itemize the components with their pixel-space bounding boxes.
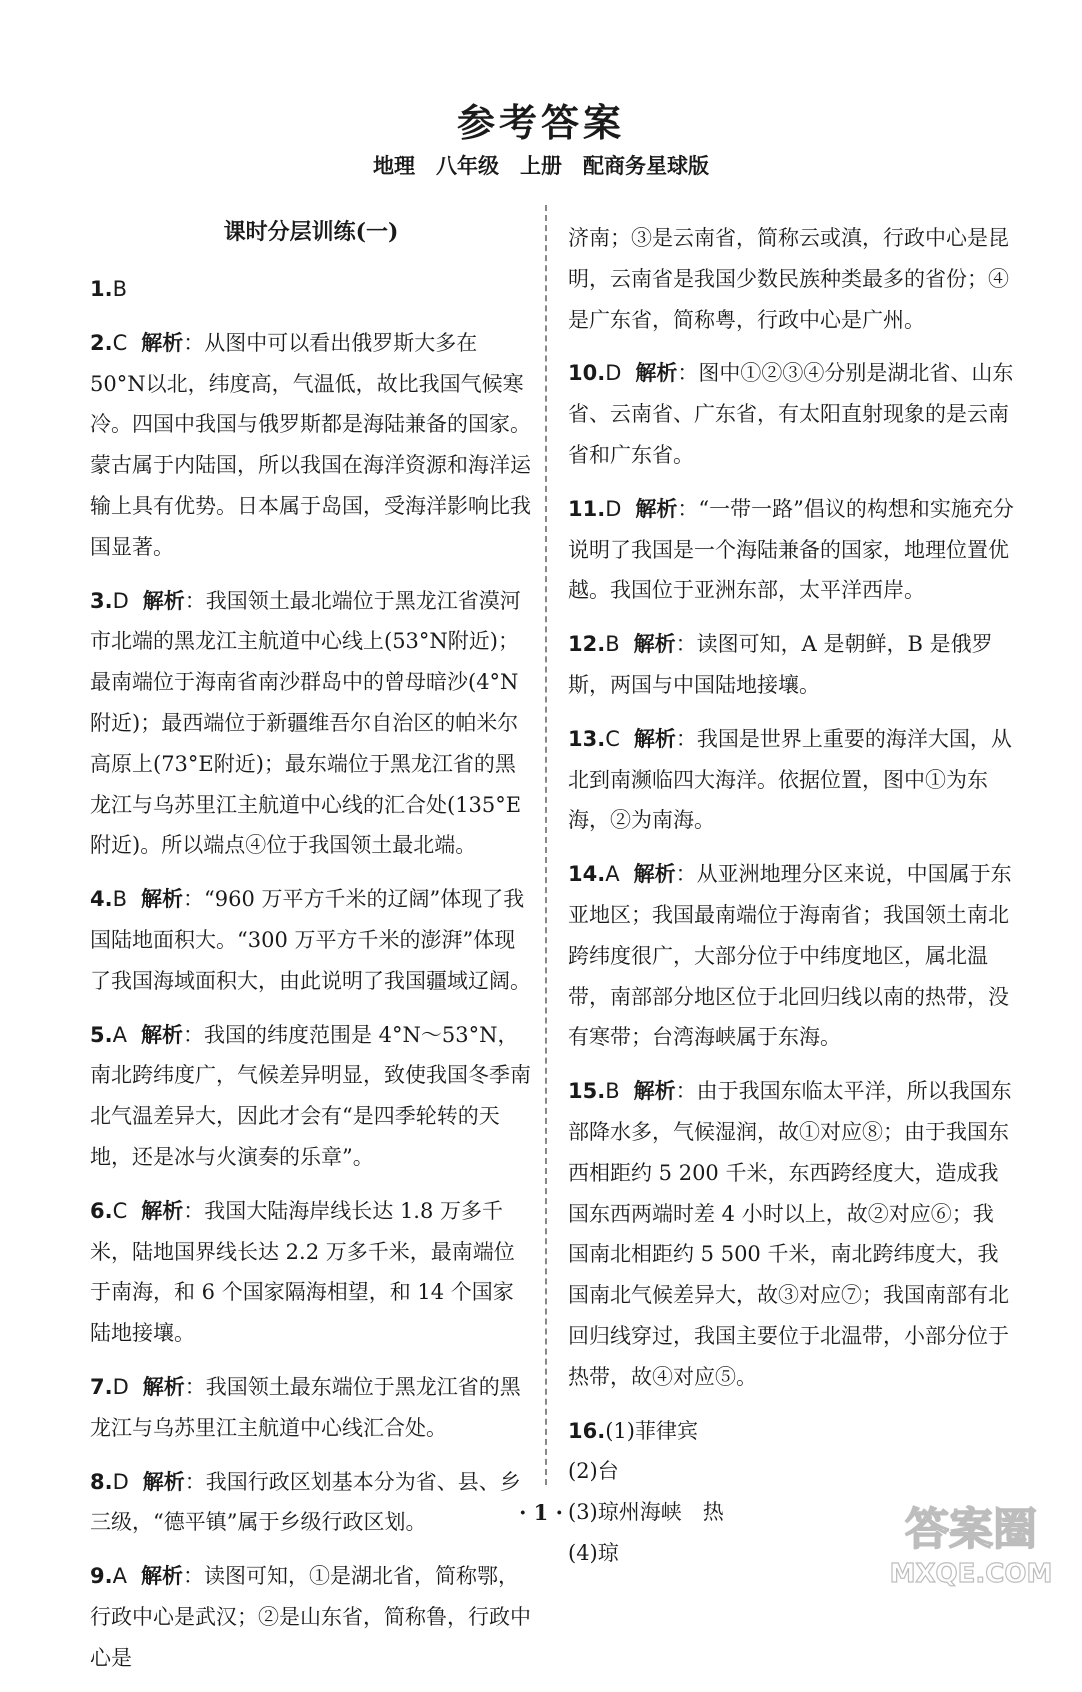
analysis-label: 解析 bbox=[633, 1078, 676, 1104]
analysis-label: 解析 bbox=[141, 329, 184, 355]
analysis-text: ：从亚洲地理分区来说，中国属于东亚地区；我国最南端位于海南省；我国领土南北跨纬度很广，大部分位于中纬度地区，属北温带，南部部分地区位于北回归线以南的热带，没有寒带；台湾海峡属于东海。 bbox=[568, 862, 1012, 1050]
answer-item bbox=[90, 1015, 532, 1178]
answer-number: 12. bbox=[568, 632, 606, 657]
analysis-label: 解析 bbox=[633, 725, 676, 751]
analysis-text: ：由于我国东临太平洋，所以我国东部降水多，气候湿润，故①对应⑧；由于我国东西相距约 5 200 千米，东西跨经度大，造成我国东西两端时差 4 小时以上，故②对应⑥；我国南北相距约 5 500 千米，南北跨纬度大，我国南北气候差异大，故③对应⑦；我国南部有北回归线穿过，我国主要位于北温带，小部分位于热带，故④对应⑤。 bbox=[568, 1079, 1012, 1389]
answer-item bbox=[90, 1367, 532, 1449]
analysis-label: 解析 bbox=[140, 1021, 183, 1047]
answer-number: 5. bbox=[90, 1022, 113, 1047]
answer-number: 16. bbox=[568, 1418, 606, 1443]
analysis-text: ：“960 万平方千米的辽阔”体现了我国陆地面积大。“300 万平方千米的澎湃”体现了我国海域面积大，由此说明了我国疆域辽阔。 bbox=[90, 887, 531, 993]
answer-choice: D bbox=[605, 496, 622, 521]
answer-item bbox=[568, 854, 1014, 1058]
answer-16-part-1: (1)菲律宾 bbox=[605, 1418, 698, 1443]
answer-choice: A bbox=[605, 862, 620, 887]
analysis-text: ：我国领土最东端位于黑龙江省的黑龙江与乌苏里江主航道中心线汇合处。 bbox=[90, 1374, 521, 1440]
analysis-label: 解析 bbox=[635, 360, 678, 386]
svg-text:MXQE.COM: MXQE.COM bbox=[889, 1559, 1053, 1589]
answer-item bbox=[568, 719, 1014, 841]
answer-9-continuation: 济南；③是云南省，简称云或滇，行政中心是昆明，云南省是我国少数民族种类最多的省份；④是广东省，简称粤，行政中心是广州。 bbox=[568, 226, 1009, 332]
left-answer-list bbox=[90, 269, 532, 1679]
answer-number: 9. bbox=[90, 1564, 113, 1589]
analysis-text: ：图中①②③④分别是湖北省、山东省、云南省、广东省，有太阳直射现象的是云南省和广东省。 bbox=[568, 361, 1014, 467]
answer-choice: D bbox=[112, 1374, 129, 1399]
watermark-logo bbox=[886, 1494, 1056, 1590]
analysis-text: ：我国领土最北端位于黑龙江省漠河市北端的黑龙江主航道中心线上(53°N附近)；最南端位于海南省南沙群岛中的曾母暗沙(4°N附近)；最西端位于新疆维吾尔自治区的帕米尔高原上(73°E附近)；最东端位于黑龙江省的黑龙江与乌苏里江主航道中心线的汇合处(135°E附近)。所以端点④位于我国领土最北端。 bbox=[90, 588, 522, 858]
answer-number: 3. bbox=[90, 588, 113, 613]
answer-choice: A bbox=[112, 1564, 127, 1589]
answer-item bbox=[568, 489, 1014, 611]
analysis-label: 解析 bbox=[633, 631, 676, 657]
section-title: 课时分层训练(一) bbox=[223, 219, 399, 245]
answer-number: 1. bbox=[90, 277, 113, 301]
page-number: · 1 · bbox=[519, 1500, 563, 1525]
answer-choice: B bbox=[112, 277, 128, 301]
answer-choice: C bbox=[112, 330, 128, 355]
answer-item bbox=[90, 581, 532, 867]
answer-item bbox=[90, 323, 532, 568]
analysis-label: 解析 bbox=[142, 1468, 185, 1494]
answer-choice: A bbox=[112, 1022, 127, 1047]
answer-number: 7. bbox=[90, 1374, 113, 1399]
analysis-label: 解析 bbox=[142, 1373, 185, 1399]
answer-number: 11. bbox=[568, 496, 606, 521]
answer-number: 13. bbox=[568, 726, 606, 751]
analysis-text: ：读图可知，①是湖北省，简称鄂，行政中心是武汉；②是山东省，简称鲁，行政中心是 bbox=[90, 1564, 531, 1670]
answer-number: 6. bbox=[90, 1198, 113, 1223]
answer-number: 4. bbox=[90, 887, 113, 912]
answer-16-part-3: (3)琼州海峡 热 bbox=[568, 1500, 724, 1525]
answer-item bbox=[90, 1556, 532, 1678]
analysis-text: ：“一带一路”倡议的构想和实施充分说明了我国是一个海陆兼备的国家，地理位置优越。我国位于亚洲东部，太平洋西岸。 bbox=[568, 496, 1014, 603]
analysis-text: ：我国的纬度范围是 4°N～53°N，南北跨纬度广，气候差异明显，致使我国冬季南北气温差异大，因此才会有“是四季轮转的天地，还是冰与火演奏的乐章”。 bbox=[90, 1022, 531, 1169]
analysis-text: ：我国是世界上重要的海洋大国，从北到南濒临四大海洋。依据位置，图中①为东海，②为南海。 bbox=[568, 726, 1012, 833]
analysis-text: ：我国大陆海岸线长达 1.8 万多千米，陆地国界线长达 2.2 万多千米，最南端位于南海，和 6 个国家隔海相望，和 14 个国家陆地接壤。 bbox=[90, 1198, 515, 1346]
answer-choice: B bbox=[605, 1079, 620, 1104]
answer-choice: D bbox=[112, 588, 129, 613]
answer-number: 2. bbox=[90, 330, 113, 355]
analysis-label: 解析 bbox=[140, 1563, 183, 1589]
answer-choice: B bbox=[605, 632, 620, 657]
column-divider bbox=[545, 205, 547, 1485]
answer-choice: C bbox=[112, 1198, 128, 1223]
page-subtitle: 地理 八年级 上册 配商务星球版 bbox=[373, 153, 709, 178]
answer-item bbox=[568, 1071, 1014, 1397]
answer-number: 15. bbox=[568, 1079, 606, 1104]
answer-item bbox=[90, 1191, 532, 1354]
analysis-label: 解析 bbox=[142, 587, 185, 613]
answer-number: 8. bbox=[90, 1469, 113, 1494]
analysis-label: 解析 bbox=[141, 1197, 184, 1223]
answer-item bbox=[90, 269, 532, 310]
answer-choice: B bbox=[112, 887, 128, 912]
answer-number: 14. bbox=[568, 862, 606, 887]
left-column bbox=[90, 212, 532, 1692]
answer-choice: D bbox=[605, 361, 622, 386]
right-answer-list bbox=[568, 353, 1014, 1397]
answer-16-part-2: (2)台 bbox=[568, 1459, 619, 1484]
answer-choice: C bbox=[605, 726, 620, 751]
analysis-label: 解析 bbox=[141, 886, 184, 912]
page-title: 参考答案 bbox=[456, 100, 625, 145]
analysis-label: 解析 bbox=[633, 861, 676, 887]
answer-item bbox=[568, 624, 1014, 706]
answer-choice: D bbox=[112, 1469, 129, 1494]
analysis-text: ：读图可知，A 是朝鲜，B 是俄罗斯，两国与中国陆地接壤。 bbox=[568, 632, 993, 697]
right-column bbox=[568, 218, 1014, 1587]
answer-item bbox=[90, 879, 532, 1001]
answer-number: 10. bbox=[568, 361, 606, 386]
analysis-label: 解析 bbox=[635, 495, 678, 521]
answer-item bbox=[568, 353, 1014, 475]
analysis-text: ：我国行政区划基本分为省、县、乡三级，“德平镇”属于乡级行政区划。 bbox=[90, 1469, 521, 1535]
answer-16-part-4: (4)琼 bbox=[568, 1540, 619, 1565]
analysis-text: ：从图中可以看出俄罗斯大多在50°N以北，纬度高，气温低，故比我国气候寒冷。四国中我国与俄罗斯都是海陆兼备的国家。蒙古属于内陆国，所以我国在海洋资源和海洋运输上具有优势。日本属于岛国，受海洋影响比我国显著。 bbox=[90, 330, 531, 559]
svg-text:答案圈: 答案圈 bbox=[905, 1504, 1037, 1555]
